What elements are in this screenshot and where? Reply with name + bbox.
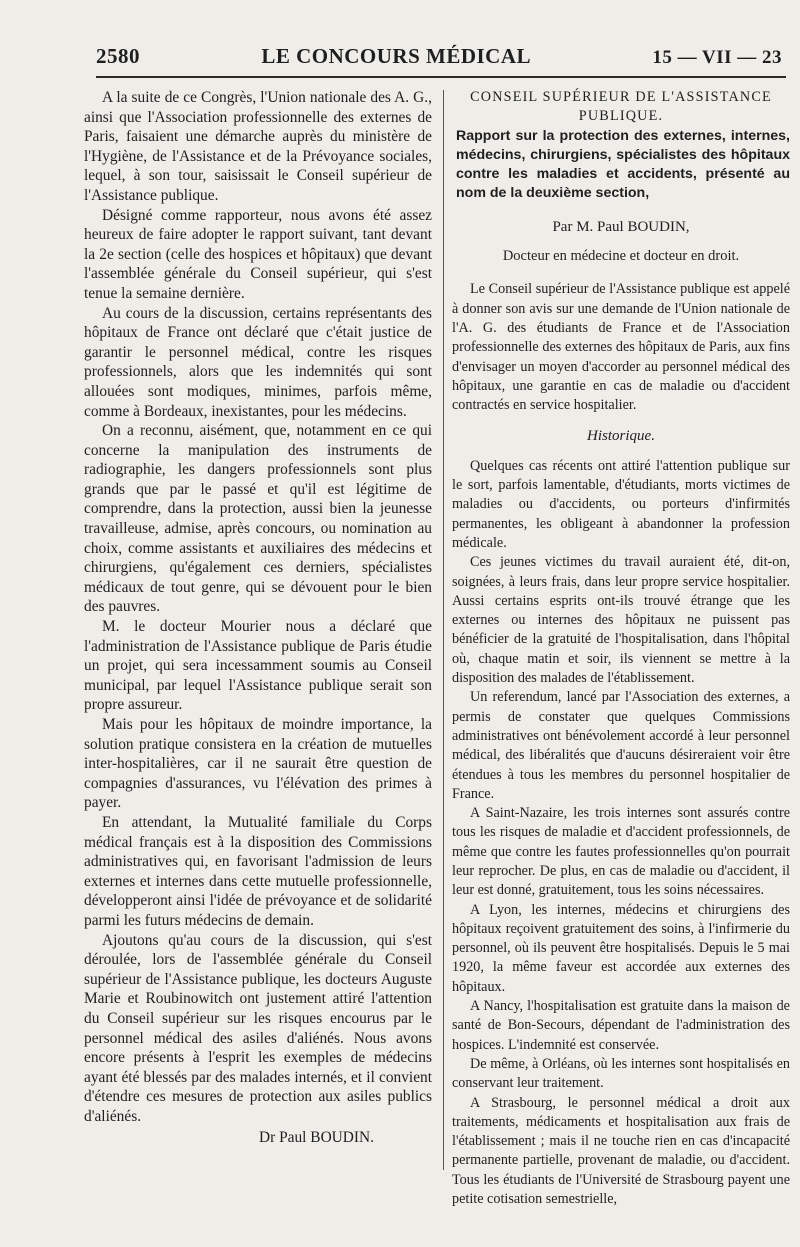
right-column [452,88,790,1209]
author-line: Par M. Paul BOUDIN, [552,218,690,235]
paragraph: A Nancy, l'hospitalisation est gratuite dans la maison de santé de Bon-Secours, dépendant de l'administration des hospices. L'indemnité est conservée. [452,998,790,1053]
paragraph: Un referendum, lancé par l'Association des externes, a permis de constater que quelques Commissions administratives ont bénévolement accordé à leur personnel médical, des libéralités que d'aucuns désireraient voir être étendues à tous les membres du personnel hospitalier de France. [452,689,790,802]
author-credentials: Docteur en médecine et docteur en droit. [502,248,740,265]
paragraph: Au cours de la discussion, certains représentants des hôpitaux de France ont déclaré que c'était justice de garantir le personnel médical, contre les risques professionnels, alors que les indemnités qui sont allouées sont modiques, minimes, parfois même, comme à Bordeaux, inexistantes, pour les médecins. [84,304,432,420]
intro-paragraph: Le Conseil supérieur de l'Assistance publique est appelé à donner son avis sur une demande de l'Union nationale de l'A. G. des étudiants de France et de l'Association professionnelle des externes des hôpitaux de Paris, aux fins d'envisager un moyen d'accorder au personnel médical des hôpitaux, une garantie en cas de maladie ou d'accident contractés en service hospitalier. [452,281,790,414]
paragraph: On a reconnu, aisément, que, notamment en ce qui concerne la manipulation des instruments de radiographie, les dangers professionnels sont plus grands que par le passé et qu'il est légitime de comprendre, dans la protection, aussi bien la jeunesse travailleuse, admise, après concours, ou nomination au choix, comme assistants et auxiliaires des médecins et chirurgiens, qu'également ces derniers, spécialistes médicaux de tout genre, qui se dévouent pour le bien des pauvres. [84,422,432,616]
paragraph: Quelques cas récents ont attiré l'attention publique sur le sort, parfois lamentable, d'étudiants, morts victimes de maladies ou d'accidents, ou porteurs d'infirmités permanentes, les obligeant à abandonner la profession médicale. [452,457,790,551]
paragraph: M. le docteur Mourier nous a déclaré que l'administration de l'Assistance publique de Paris étudie un projet, qui sera incessamment soumis au Conseil municipal, par lequel l'Assistance publique serait son propre assureur. [84,618,432,714]
report-title: Rapport sur la protection des externes, internes, médecins, chirurgiens, spécialistes des hôpitaux contre les maladies et accidents, présenté au nom de la deuxième section, [456,127,790,202]
paragraph: De même, à Orléans, où les internes sont hospitalisés en conservant leur traitement. [452,1055,790,1092]
paragraph: Désigné comme rapporteur, nous avons été assez heureux de faire adopter le rapport suivant, tant devant la 2e section (celle des hospices et hôpitaux) que devant l'assemblée générale du Conseil supérieur, qui s'est tenue la semaine dernière. [84,206,432,302]
left-column [84,88,432,1148]
paragraph: A Saint-Nazaire, les trois internes sont assurés contre tous les risques de maladie et d'accident professionnels, de même que contre les fautes professionnelles qu'on pourrait leur reprocher. De plus, en cas de maladie ou d'accident, il leur est donné, gratuitement, tous les soins nécessaires. [452,805,790,899]
paragraph: A la suite de ce Congrès, l'Union nationale des A. G., ainsi que l'Association professionnelle des externes de Paris, faisaient une démarche auprès du ministère de l'Hygiène, de l'Assistance et de la Prévoyance sociales, lequel, à son tour, saisissait le Conseil supérieur de l'Assistance publique. [84,89,432,204]
subheading: Historique. [587,428,655,445]
paragraph: Mais pour les hôpitaux de moindre importance, la solution pratique consistera en la création de mutuelles inter-hospitalières, car il ne saurait être question de compagnies d'assurances, vu l'élévation des primes à payer. [84,716,432,812]
page-number: 2580 [96,44,140,68]
journal-title: LE CONCOURS MÉDICAL [261,44,532,68]
paragraph: En attendant, la Mutualité familiale du Corps médical français est à la disposition des Commissions administratives qui, en favorisant l'admission de leurs externes et internes dans cette mutuelle professionnelle, développeront ainsi l'idée de prévoyance et de solidarité parmi les futurs médecins de demain. [84,813,432,929]
section-heading: CONSEIL SUPÉRIEUR DE L'ASSISTANCE PUBLIQUE. [470,89,772,125]
paragraph: Ces jeunes victimes du travail auraient été, dit-on, soignées, à leurs frais, dans leur propre service hospitalier. Aussi certains esprits ont-ils trouvé étrange que les externes ou internes des hôpitaux ne puissent pas bénéficier de la gratuité de l'hospitalisation, dans l'hôpital où, chaque matin et soir, ils viennent se mettre à la disposition des malades de l'établissement. [452,554,790,687]
signature: Dr Paul BOUDIN. [259,1129,374,1147]
issue-date: 15 — VII — 23 [652,47,782,68]
column-divider [443,90,444,1170]
paragraph: A Strasbourg, le personnel médical a droit aux traitements, médicaments et hospitalisation aux frais de l'établissement ; mais il ne touche rien en cas d'incapacité permanente partielle, provenant de maladie, ou d'accident. Tous les étudiants de l'Université de Strasbourg payent une petite cotisation semestrielle, [452,1094,790,1208]
paragraph: Ajoutons qu'au cours de la discussion, qui s'est déroulée, lors de l'assemblée générale du Conseil supérieur de l'Assistance publique, les docteurs Auguste Marie et Roubinowitch ont justement attiré l'attention du Conseil supérieur sur les risques encourus par le personnel médical des asiles d'aliénés. Nous avons encore présents à l'esprit les exemples de médecins ayant été blessés par des malades internés, et il convient d'étendre ces mesures de protection aux asiles publics d'aliénés. [84,931,432,1125]
paragraph: A Lyon, les internes, médecins et chirurgiens des hôpitaux reçoivent gratuitement des soins, à l'infirmerie du personnel, où ils peuvent être hospitalisés. Depuis le 5 mai 1920, la même faveur est accordée aux externes des hôpitaux. [452,901,790,995]
header-rule [96,76,786,78]
running-header [96,44,782,70]
